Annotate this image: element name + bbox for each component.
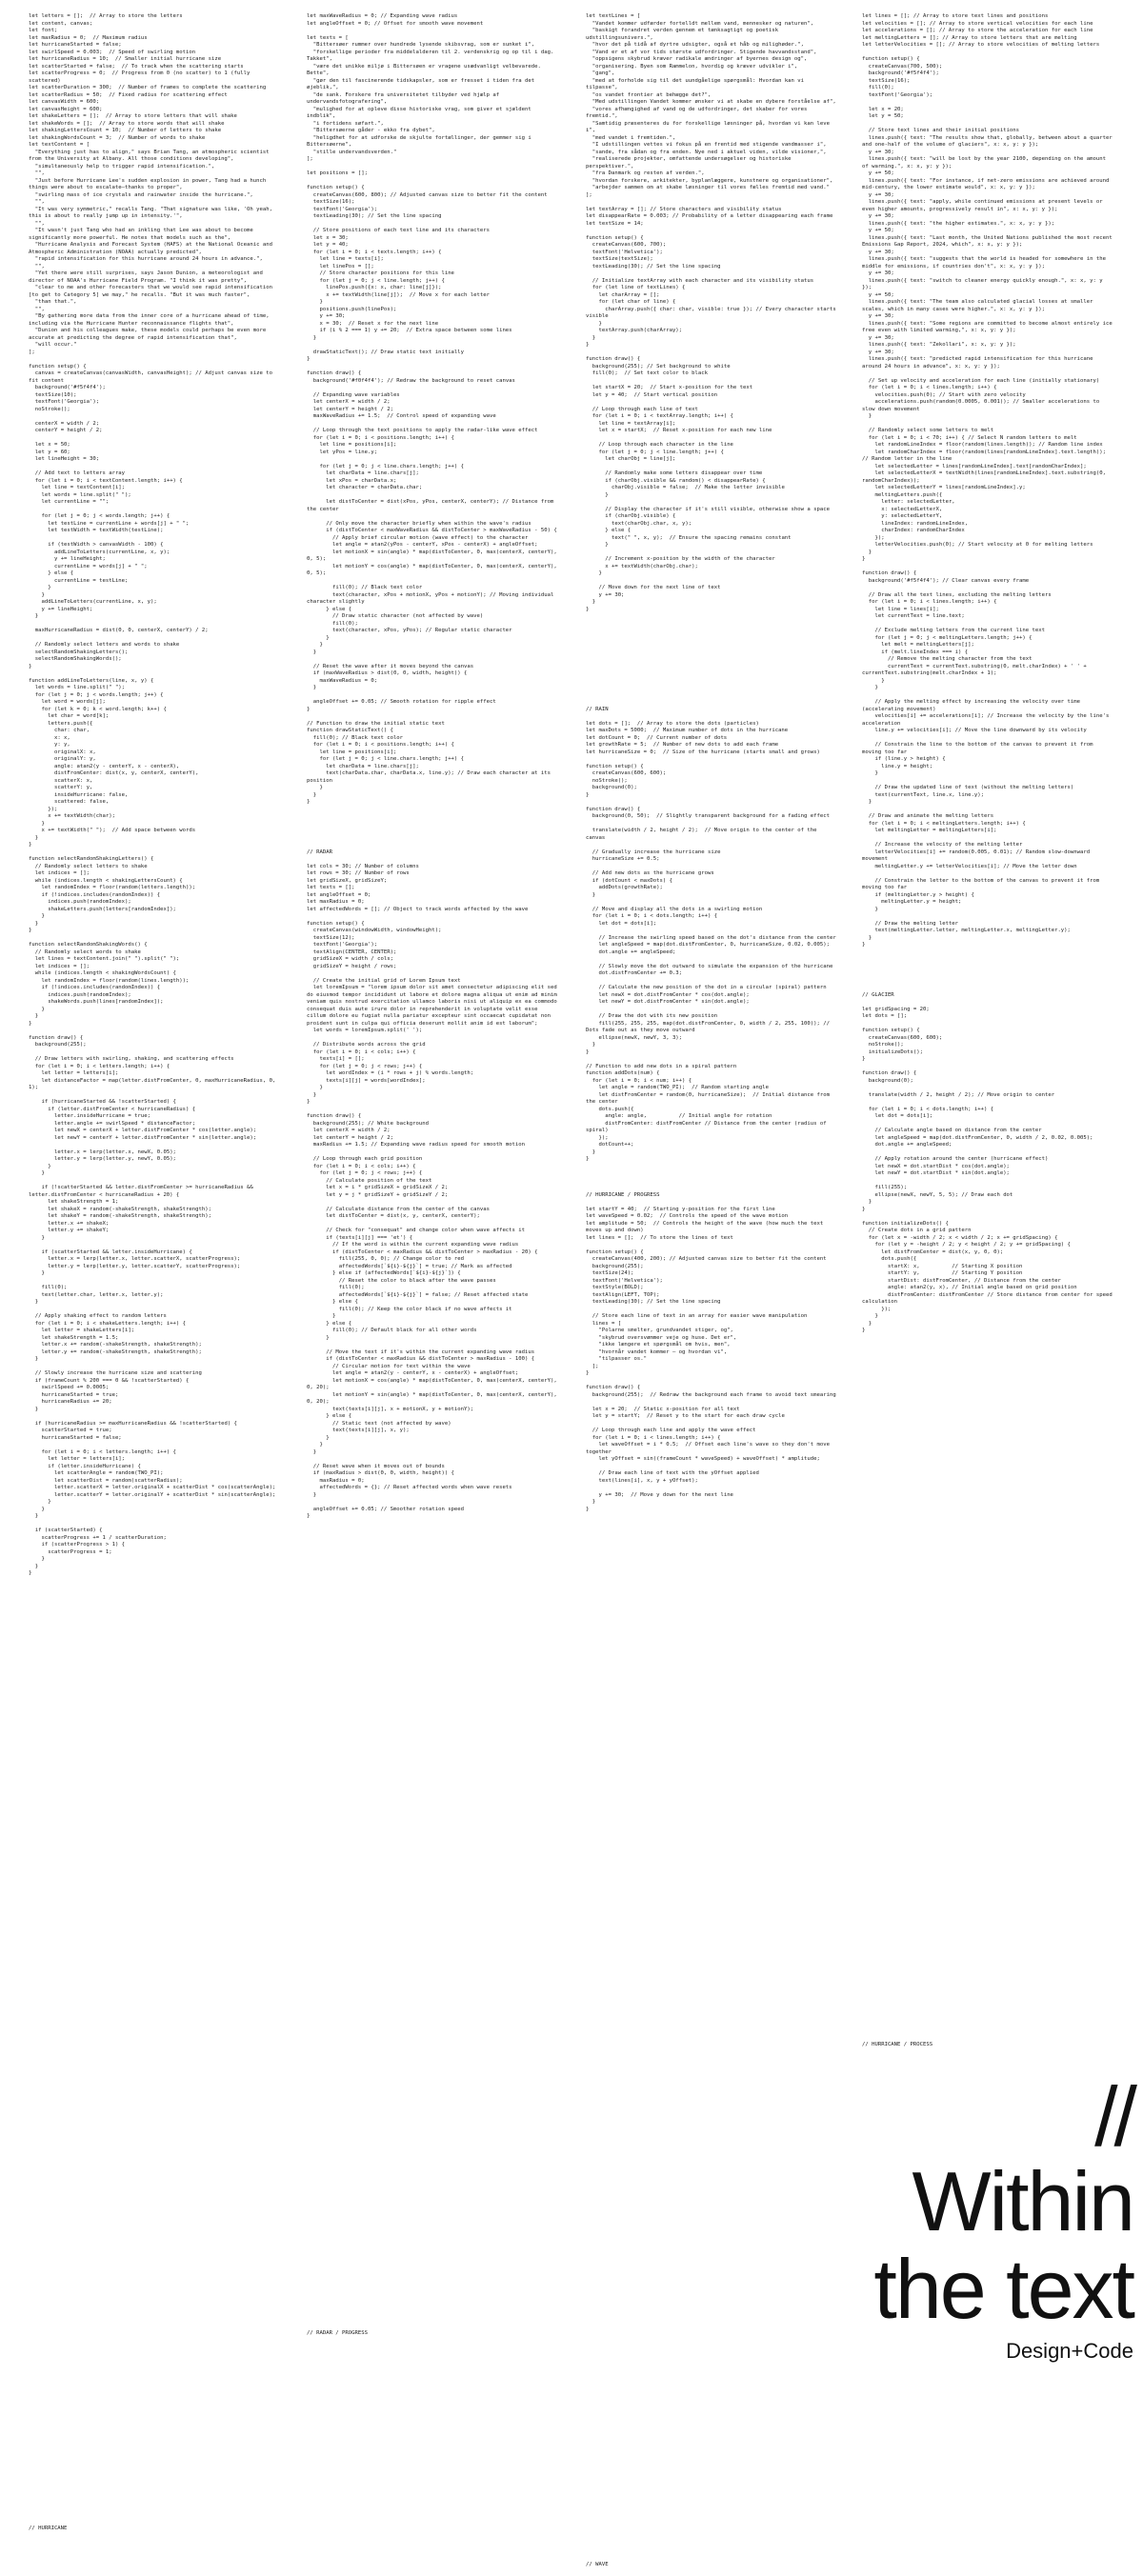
- title-slashes: //: [1094, 2069, 1133, 2164]
- title-line-the-text: the text: [873, 2242, 1133, 2336]
- code-block-rain-wave: let textLines = [ "Vandet kommer udfærder fortelldt mellem vand, mennesker og naturen", "baskigt forandret verden gennem et tænksagtigt og poetisk udstillingsunivers.", "hvor det på tidå af dyrtre udsigter, også et håb og milighøder.", "Vand er et af vor tids største udfordringer. Stigende havvandsstand", "oppsigens skybrud kræver radikale ændringer af byernes design og", "organisering. Byen som Rammelon, hvordig og kræver udvikler i", "gang", "med at forholde sig til det uundgåelige spørgsmål: Hvordan kan vi tilpasse", "os vandet frontier at behægge det?", "Med udstillingen Vandet kommer ønsker vi at skabe en dybere forståelse af", "vores afhængighed af vand og de udfordringer, det skaber for vores fremtid.", "Samtidig præsenteres du for forskellige løsninger på, hvordan vi kan leve i", "med vandet i fremtiden.", "I udstillingen vettes vi fokus på en frentid med stigende vandmasser i", "sande, fra sådan og fra enden. Nye ned i aktuel viden, vilde visioner,", "realiserede projekter, omfattende undersøgelser og historiske perspektiver.", "fra Danmark og resten af verden.", "hvordan forskere, arkitekter, byplanlæggere, kunstnere og organisationer", "arbejder sammen om at skabe løsninger til vores fælles fremtid med vand." ]; let textArray = []; // Store characters and visibility status let disappearRate = 0.003; // Probability of a letter disappearing each frame let textSize = 14; function setup() { createCanvas(600, 700); textFont('Helvetica'); textSize(textSize); textLeading(30); // Set the line spacing // Initialize textArray with each character and its visibility status for (let line of textLines) { let charArray = []; for (let char of line) { charArray.push({ char: char, visible: true }); // Every character starts visible } textArray.push(charArray); } } function draw() { background(255); // Set background to white fill(0); // Set text color to black let startX = 20; // Start x-position for the text let y = 40; // Start vertical position // Loop through each line of text for (let i = 0; i < textArray.length; i++) { let line = textArray[i]; let x = startX; // Reset x-position for each new line // Loop through each character in the line for (let j = 0; j < line.length; j++) { let charObj = line[j]; // Randomly make some letters disappear over time if (charObj.visible && random() < disappearRate) { charObj.visible = false; // Make the letter invisible } // Display the character if it's still visible, otherwise show a space if (charObj.visible) { text(charObj.char, x, y); } else { text(" ", x, y); // Ensure the spacing remains constant } // Increment x-position by the width of the character x += textWidth(charObj.char); } // Move down for the next line of text y += 30; } } // RAIN let dots = []; // Array to store the dots (particles) let maxDots = 5000; // Maximum number of dots in the hurricane let dotCount = 0; // Current number of dots let growthRate = 5; // Number of new dots to add each frame let hurricaneSize = 0; // Size of the hurricane (starts small and grows) function setup() { createCanvas(600, 600); noStroke(); background(0); } function draw() { background(0, 50); // Slightly transparent background for a fading effect translate(width / 2, height / 2); // Move origin to the center of the canvas // Gradually increase the hurricane size hurricaneSize += 0.5; // Add new dots as the hurricane grows if (dotCount < maxDots) { addDots(growthRate); } // Move and display all the dots in a swirling motion for (let i = 0; i < dots.length; i++) { let dot = dots[i]; // Increase the swirling speed based on the dot's distance from the center let angleSpeed = map(dot.distFromCenter, 0, hurricaneSize, 0.02, 0.005); dot.angle += angleSpeed; // Slowly move the dot outward to simulate the expansion of the hurricane dot.distFromCenter += 0.3; // Calculate the new position of the dot in a circular (spiral) pattern let newX = dot.distFromCenter * cos(dot.angle); let newY = dot.distFromCenter * sin(dot.angle); // Draw the dot with its new position fill(255, 255, 255, map(dot.distFromCenter, 0, width / 2, 255, 100)); // Dots fade out as they move outward ellipse(newX, newY, 3, 3); } } // Function to add new dots in a spiral pattern function addDots(num) { for (let i = 0; i < num; i++) { let angle = random(TWO_PI); // Random starting angle let distFromCenter = random(0, hurricaneSize); // Initial distance from the center dots.push({ angle: angle, // Initial angle for rotation distFromCenter: distFromCenter // Distance from the center (radius of spiral) }); dotCount++; } } // HURRICANE / PROGRESS let startY = 40; // Starting y-position for the first line let waveSpeed = 0.02; // Controls the speed of the wave motion let amplitude = 50; // Controls the height of the wave (how much the text moves up and down) let lines = []; // To store the lines of text function setup() { createCanvas(400, 200); // Adjusted canvas size to better fit the content background(255); textSize(24); textFont('Helvetica'); textStyle(BOLD); textAlign(LEFT, TOP); textLeading(30); // Set the line spacing // Store each line of text in an array for easier wave manipulation lines = [ "Polarne smelter, grundvandet stiger, og", "skybrud oversvømmer veje og huse. Det er", "ikke længere et spørgsmål om hvis, men", "hvornår vandet kommer – og hvordan vi", "tilpasser os." ]; } function draw() { background(255); // Redraw the background each frame to avoid text smearing let x = 20; // Static x-position for all text let y = startY; // Reset y to the start for each draw cycle // Loop through each line and apply the wave effect for (let i = 0; i < lines.length; i++) { let waveOffset = i * 0.5; // Offset each line's wave so they don't move together let yOffset = sin((frameCount * waveSpeed) + waveOffset) * amplitude; // Draw each line of text with the yOffset applied text(lines[i], x, y + yOffset); y += 30; // Move y down for the next line } }: [586, 13, 836, 1512]
- title-line-within: Within: [912, 2154, 1133, 2248]
- section-label-radar-progress: // RADAR / PROGRESS: [307, 2330, 368, 2336]
- title-subtitle: Design+Code: [1006, 2339, 1133, 2363]
- code-block-glacier: let lines = []; // Array to store text lines and positions let velocities = []; // Array to store vertical velocities for each line let accelerations = []; // Array to store the acceleration for each line let meltingLetters = []; // Array to store letters that are melting let letterVelocities = []; // Array to store velocities of melting letters function setup() { createCanvas(700, 500); background('#f5f4f4'); textSize(16); fill(0); textFont('Georgia'); let x = 20; let y = 50; // Store text lines and their initial positions lines.push({ text: "The results show that, globally, between about a quarter and one-half of the volume of glaciers", x: x, y: y }); y += 30; lines.push({ text: "will be lost by the year 2100, depending on the amount of warming.", x: x, y: y }); y += 50; lines.push({ text: "For instance, if net-zero emissions are achieved around mid-century, the lower estimate would", x: x, y: y }); y += 30; lines.push({ text: "apply, while continued emissions at present levels or even higher amounts, progressively result in", x: x, y: y }); y += 30; lines.push({ text: "the higher estimates.", x: x, y: y }); y += 50; lines.push({ text: "Last month, the United Nations published the most recent Emissions Gap Report, 2024, which", x: x, y: y }); y += 30; lines.push({ text: "suggests that the world is headed for somewhere in the middle for emissions, if countries don't", x: x, y: y }); y += 30; lines.push({ text: "switch to cleaner energy quickly enough.", x: x, y: y }); y += 50; lines.push({ text: "The team also calculated glacial losses at smaller scales, which in many cases were higher.", x: x, y: y }); y += 30; lines.push({ text: "Some regions are committed to become almost entirely ice free even with limited warming,", x: x, y: y }); y += 30; lines.push({ text: "Zekollari", x: x, y: y }); y += 30; lines.push({ text: "predicted rapid intensification for this hurricane around 24 hours in advance", x: x, y: y }); // Set up velocity and acceleration for each line (initially stationary) for (let i = 0; i < lines.length; i++) { velocities.push(0); // Start with zero velocity accelerations.push(random(0.0005, 0.001)); // Smaller accelerations to slow down movement } // Randomly select some letters to melt for (let i = 0; i < 70; i++) { // Select N random letters to melt let randomLineIndex = floor(random(lines.length)); // Random line index let randomCharIndex = floor(random(lines[randomLineIndex].text.length)); // Random letter in the line let selectedLetter = lines[randomLineIndex].text[randomCharIndex]; let selectedLetterX = textWidth(lines[randomLineIndex].text.substring(0, randomCharIndex)); let selectedLetterY = lines[randomLineIndex].y; meltingLetters.push({ letter: selectedLetter, x: selectedLetterX, y: selectedLetterY, lineIndex: randomLineIndex, charIndex: randomCharIndex }); letterVelocities.push(0); // Start velocity at 0 for melting letters } } function draw() { background('#f5f4f4'); // Clear canvas every frame // Draw all the text lines, excluding the melting letters for (let i = 0; i < lines.length; i++) { let line = lines[i]; let currentText = line.text; // Exclude melting letters from the current line text for (let j = 0; j < meltingLetters.length; j++) { let melt = meltingLetters[j]; if (melt.lineIndex === i) { // Remove the melting character from the text currentText = currentText.substring(0, melt.charIndex) + ' ' + currentText.substring(melt.charIndex + 1); } } // Apply the melting effect by increasing the velocity over time (accelerating movement) velocities[i] += accelerations[i]; // Increase the velocity by the line's acceleration line.y += velocities[i]; // Move the line downward by its velocity // Constrain the line to the bottom of the canvas to prevent it from moving too far if (line.y > height) { line.y = height; } // Draw the updated line of text (without the melting letters) text(currentText, line.x, line.y); } // Draw and animate the melting letters for (let i = 0; i < meltingLetters.length; i++) { let meltingLetter = meltingLetters[i]; // Increase the velocity of the melting letter letterVelocities[i] += random(0.005, 0.01); // Random slow-downward movement meltingLetter.y += letterVelocities[i]; // Move the letter down // Constrain the letter to the bottom of the canvas to prevent it from moving too far if (meltingLetter.y > height) { meltingLetter.y = height; } // Draw the melting letter text(meltingLetter.letter, meltingLetter.x, meltingLetter.y); } } // GLACIER let gridSpacing = 20; let dots = []; function setup() { createCanvas(600, 600); noStroke(); initializeDots(); } function draw() { background(0); translate(width / 2, height / 2); // Move origin to center for (let i = 0; i < dots.length; i++) { let dot = dots[i]; // Calculate angle based on distance from the center let angleSpeed = map(dot.distFromCenter, 0, width / 2, 0.02, 0.005); dot.angle += angleSpeed; // Apply rotation around the center (hurricane effect) let newX = dot.startDist * cos(dot.angle); let newY = dot.startDist * sin(dot.angle); fill(255); ellipse(newX, newY, 5, 5); // Draw each dot } } function initializeDots() { // Create dots in a grid pattern for (let x = -width / 2; x < width / 2; x += gridSpacing) { for (let y = -height / 2; y < height / 2; y += gridSpacing) { let distFromCenter = dist(x, y, 0, 0); dots.push({ startX: x, // Starting X position startY: y, // Starting Y position startDist: distFromCenter, // Distance from the center angle: atan2(y, x), // Initial angle based on grid position distFromCenter: distFromCenter // Store distance from center for speed calculation }); } } }: [862, 13, 1113, 1333]
- section-label-wave: // WAVE: [586, 2562, 609, 2567]
- code-column-4: [862, 13, 1114, 2089]
- section-label-hurricane: // HURRICANE: [29, 2526, 68, 2531]
- section-label-hurricane-process: // HURRICANE / PROCESS: [862, 2042, 933, 2047]
- code-block-hurricane: let letters = []; // Array to store the letters let content, canvas; let font; let maxRadius = 0; // Maximum radius let hurricaneStarted = false; let swirlSpeed = 0.003; // Speed of swirling motion let hurricaneRadius = 10; // Smaller initial hurricane size let scatterStarted = false; // To track when the scattering starts let scatterProgress = 0; // Progress from 0 (no scatter) to 1 (fully scattered) let scatterDuration = 300; // Number of frames to complete the scattering let scatterRadius = 50; // Fixed radius for scattering effect let canvasWidth = 600; let canvasHeight = 600; let shakeLetters = []; // Array to store letters that will shake let shakeWords = []; // Array to store words that will shake let shakingLettersCount = 10; // Number of letters to shake let shakingWordsCount = 3; // Number of words to shake let textContent = [ "Everything just has to align," says Brian Tang, an atmospheric scientist from the University at Albany. All those conditions developing", "simultaneously help to trigger rapid intensification.", "", "Just before Hurricane Lee's sudden explosion in power, Tang had a hunch things were about to escalate—thanks to proper", "swirling mass of ice crystals and rainwater inside the hurricane.", "", "It was very symmetric," recalls Tang. "That signature was like, 'Oh yeah, this is about to really jump up in intensity.'", "", "It wasn't just Tang who had an inkling that Lee was about to become significantly more powerful. He notes that models such as the", "Hurricane Analysis and Forecast System (HAFS) at the National Oceanic and Atmospheric Administration (NOAA) actually predicted", "rapid intensification for this hurricane around 24 hours in advance.", "", "Yet there were still surprises, says Jason Dunion, a meteorologist and director of NOAA's Hurricane Field Program. "I think it was pretty", "clear to me and other forecasters that we would see rapid intensification [to get to Category 5] we may," he recalls. "But it was much faster", "than that.", "", "By gathering more data from the inner core of a hurricane ahead of time, including via the Hurricane Hunter reconnaissance flights that", "Dunion and his colleagues make, these models could perhaps be even more accurate at predicting the degree of rapid intensification that", "will occur." ]; function setup() { canvas = createCanvas(canvasWidth, canvasHeight); // Adjust canvas size to fit content background('#f5f4f4'); textSize(10); textFont('Georgia'); noStroke(); centerX = width / 2; centerY = height / 2; let x = 50; let y = 60; let lineHeight = 30; // Add text to letters array for (let i = 0; i < textContent.length; i++) { let line = textContent[i]; let words = line.split(" "); let currentLine = ""; for (let j = 0; j < words.length; j++) { let testLine = currentLine + words[j] + " "; let testWidth = textWidth(testLine); if (testWidth > canvasWidth - 100) { addLineToLetters(currentLine, x, y); y += lineHeight; currentLine = words[j] + " "; } else { currentLine = testLine; } } addLineToLetters(currentLine, x, y); y += lineHeight; } maxHurricaneRadius = dist(0, 0, centerX, centerY) / 2; // Randomly select letters and words to shake selectRandomShakingLetters(); selectRandomShakingWords(); } function addLineToLetters(line, x, y) { let words = line.split(" "); for (let j = 0; j < words.length; j++) { let word = words[j]; for (let k = 0; k < word.length; k++) { let char = word[k]; letters.push({ char: char, x: x, y: y, originalX: x, originalY: y, angle: atan2(y - centerY, x - centerX), distFromCenter: dist(x, y, centerX, centerY), scatterX: x, scatterY: y, insideHurricane: false, scattered: false, }); x += textWidth(char); } x += textWidth(" "); // Add space between words } } function selectRandomShakingLetters() { // Randomly select letters to shake let indices = []; while (indices.length < shakingLettersCount) { let randomIndex = floor(random(letters.length)); if (!indices.includes(randomIndex)) { indices.push(randomIndex); shakeLetters.push(letters[randomIndex]); } } } function selectRandomShakingWords() { // Randomly select words to shake let lines = textContent.join(" ").split(" "); let indices = []; while (indices.length < shakingWordsCount) { let randomIndex = floor(random(lines.length)); if (!indices.includes(randomIndex)) { indices.push(randomIndex); shakeWords.push(lines[randomIndex]); } } } function draw() { background(255); // Draw letters with swirling, shaking, and scattering effects for (let i = 0; i < letters.length; i++) { let letter = letters[i]; let distanceFactor = map(letter.distFromCenter, 0, maxHurricaneRadius, 0, 1); if (hurricaneStarted && !scatterStarted) { if (letter.distFromCenter < hurricaneRadius) { letter.insideHurricane = true; letter.angle += swirlSpeed * distanceFactor; let newX = centerX + letter.distFromCenter * cos(letter.angle); let newY = centerY + letter.distFromCenter * sin(letter.angle); letter.x = lerp(letter.x, newX, 0.05); letter.y = lerp(letter.y, newY, 0.05); } } if (!scatterStarted && letter.distFromCenter >= hurricaneRadius && letter.distFromCenter < hurricaneRadius + 20) { let shakeStrength = 1; let shakeX = random(-shakeStrength, shakeStrength); let shakeY = random(-shakeStrength, shakeStrength); letter.x += shakeX; letter.y += shakeY; } if (scatterStarted && letter.insideHurricane) { letter.x = lerp(letter.x, letter.scatterX, scatterProgress); letter.y = lerp(letter.y, letter.scatterY, scatterProgress); } fill(0); text(letter.char, letter.x, letter.y); } // Apply shaking effect to random letters for (let i = 0; i < shakeLetters.length; i++) { let letter = shakeLetters[i]; let shakeStrength = 1.5; letter.x += random(-shakeStrength, shakeStrength); letter.y += random(-shakeStrength, shakeStrength); } // Slowly increase the hurricane size and scattering if (frameCount % 200 === 0 && !scatterStarted) { swirlSpeed += 0.0005; hurricaneStarted = true; hurricaneRadius += 20; } if (hurricaneRadius >= maxHurricaneRadius && !scatterStarted) { scatterStarted = true; hurricaneStarted = false; for (let i = 0; i < letters.length; i++) { let letter = letters[i]; if (letter.insideHurricane) { let scatterAngle = random(TWO_PI); let scatterDist = random(scatterRadius); letter.scatterX = letter.originalX + scatterDist * cos(scatterAngle); letter.scatterY = letter.originalY + scatterDist * sin(scatterAngle); } } } if (scatterStarted) { scatterProgress += 1 / scatterDuration; if (scatterProgress > 1) { scatterProgress = 1; } } }: [29, 13, 276, 1576]
- poster-title-block: [848, 2069, 1133, 2366]
- code-column-1: [29, 13, 281, 2546]
- code-column-2: [307, 13, 559, 2451]
- code-column-3: [586, 13, 838, 2566]
- code-block-radar: let maxWaveRadius = 0; // Expanding wave radius let angleOffset = 0; // Offset for smooth wave movement let texts = [ "Bittersøer rummer over hundrede lysende skibsvrag, som er sunket i", "forskellige perioder fra middelalderen til 2. verdenskrig og op til i dag. Takket", "være det unikke miljø i Bittersøen er vragene usædvanligt velbevarede. Bette", "gør den til fascinerende tidskapsler, som er fresset i tiden fra det øjeblik,", "de sank. Forskere fra universitetet tilbyder ved hjælp af undervandsfotografering", "mulighed for at opleve disse historiske vrag, som giver et sjældent indblik", "i fortidens søfart.", "Bittersøerne gåder - ekko fra dybet", "heligdhet for at udforske de skjulte fortællinger, der gemmer sig i Bittersøerne", "stille undervandsverden." ]; let positions = []; function setup() { createCanvas(600, 800); // Adjusted canvas size to better fit the content textSize(16); textFont('Georgia'); textLeading(30); // Set the line spacing // Store positions of each text line and its characters let x = 30; let y = 40; for (let i = 0; i < texts.length; i++) { let line = texts[i]; let linePos = []; // Store character positions for this line for (let j = 0; j < line.length; j++) { linePos.push({x: x, char: line[j]}); x += textWidth(line[j]); // Move x for each letter } positions.push(linePos); y += 30; x = 30; // Reset x for the next line if (i % 2 === 1) y += 20; // Extra space between some lines } drawStaticText(); // Draw static text initially } function draw() { background('#f0f4f4'); // Redraw the background to reset canvas // Expanding wave variables let centerX = width / 2; let centerY = height / 2; maxWaveRadius += 1.5; // Control speed of expanding wave // Loop through the text positions to apply the radar-like wave effect for (let i = 0; i < positions.length; i++) { let line = positions[i]; let yPos = line.y; for (let j = 0; j < line.chars.length; j++) { let charData = line.chars[j]; let xPos = charData.x; let character = charData.char; let distToCenter = dist(xPos, yPos, centerX, centerY); // Distance from the center // Only move the character briefly when within the wave's radius if (distToCenter < maxWaveRadius && distToCenter > maxWaveRadius - 50) { // Apply brief circular motion (wave effect) to the character let angle = atan2(yPos - centerY, xPos - centerX) + angleOffset; let motionX = sin(angle) * map(distToCenter, 0, max(centerX, centerY), 0, 5); let motionY = cos(angle) * map(distToCenter, 0, max(centerX, centerY), 0, 5); fill(0); // Black text color text(character, xPos + motionX, yPos + motionY); // Moving individual character slightly } else { // Draw static character (not affected by wave) fill(0); text(character, xPos, yPos); // Regular static character } } } // Reset the wave after it moves beyond the canvas if (maxWaveRadius > dist(0, 0, width, height)) { maxWaveRadius = 0; } angleOffset += 0.05; // Smooth rotation for ripple effect } // Function to draw the initial static text function drawStaticText() { fill(0); // Black text color for (let i = 0; i < positions.length; i++) { let line = positions[i]; for (let j = 0; j < line.chars.length; j++) { let charData = line.chars[j]; text(charData.char, charData.x, line.y); // Draw each character at its position } } } // RADAR let cols = 30; // Number of columns let rows = 30; // Number of rows let gridSizeX, gridSizeY; let texts = []; let angleOffset = 0; let maxRadius = 0; let affectedWords = []; // Object to track words affected by the wave function setup() { createCanvas(windowWidth, windowHeight); textSize(12); textFont('Georgia'); textAlign(CENTER, CENTER); gridSizeX = width / cols; gridSizeY = height / rows; // Create the initial grid of Lorem Ipsum text let loremIpsum = "lorem ipsum dolor sit amet consectetur adipiscing elit sed do eiusmod tempor incididunt ut labore et dolore magna aliqua ut enim ad minim veniam quis nostrud exercitation ullamco laboris nisi ut aliquip ex ea commodo consequat duis aute irure dolor in reprehenderit in voluptate velit esse cillum dolore eu fugiat nulla pariatur excepteur sint occaecat cupidatat non proident sunt in culpa qui officia deserunt mollit anim id est laborum"; let words = loremIpsum.split(' '); // Distribute words across the grid for (let i = 0; i < cols; i++) { texts[i] = []; for (let j = 0; j < rows; j++) { let wordIndex = (i * rows + j) % words.length; texts[i][j] = words[wordIndex]; } } } function draw() { background(255); // White background let centerX = width / 2; let centerY = height / 2; maxRadius += 1.5; // Expanding wave radius speed for smooth motion // Loop through each grid position for (let i = 0; i < cols; i++) { for (let j = 0; j < rows; j++) { // Calculate position of the text let x = i * gridSizeX + gridSizeX / 2; let y = j * gridSizeY + gridSizeY / 2; // Calculate distance from the center of the canvas let distToCenter = dist(x, y, centerX, centerY); // Check for "consequat" and change color when wave affects it if (texts[i][j] === 'et') { // If the word is within the current expanding wave radius if (distToCenter < maxRadius && distToCenter > maxRadius - 20) { fill(255, 0, 0); // Change color to red affectedWords[`${i}-${j}`] = true; // Mark as affected } else if (affectedWords[`${i}-${j}`]) { // Reset the color to black after the wave passes fill(0); affectedWords[`${i}-${j}`] = false; // Reset affected state } else { fill(0); // Keep the color black if no wave affects it } } else { fill(0); // Default black for all other words } // Move the text if it's within the current expanding wave radius if (distToCenter < maxRadius && distToCenter > maxRadius - 100) { // Circular motion for text within the wave let angle = atan2(y - centerY, x - centerX) + angleOffset; let motionX = cos(angle) * map(distToCenter, 0, max(centerX, centerY), 0, 20); let motionY = sin(angle) * map(distToCenter, 0, max(centerX, centerY), 0, 20); text(texts[i][j], x + motionX, y + motionY); } else { // Static text (not affected by wave) text(texts[i][j], x, y); } } } // Reset wave when it moves out of bounds if (maxRadius > dist(0, 0, width, height)) { maxRadius = 0; affectedWords = {}; // Reset affected words when wave resets } angleOffset += 0.05; // Smoother rotation speed }: [307, 13, 557, 1519]
